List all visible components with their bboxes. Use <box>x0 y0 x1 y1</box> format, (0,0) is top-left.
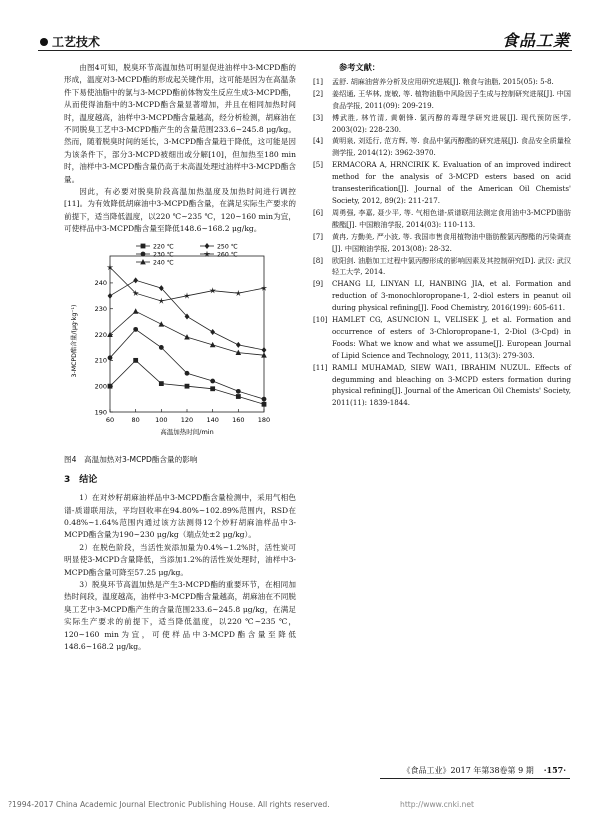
data-point <box>185 371 190 376</box>
reference-text: RAMLI MUHAMAD, SIEW WAI1, IBRAHIM NUZUL. Effects of degumming and bleaching on 3-MCPD esters formation during physical refining[J]. Journal of the American Oil Chemists' Society, 2011(11): 1839-1844. <box>332 362 571 408</box>
reference-number: [9] <box>313 279 324 289</box>
legend-label: 260 ℃ <box>217 250 238 258</box>
reference-item <box>313 255 571 279</box>
figure-4 <box>64 236 296 464</box>
data-point <box>210 378 215 383</box>
body-paragraph-2: 因此，有必要对脱臭阶段高温加热温度及加热时间进行调控[11]。为有效降低胡麻油中3-MCPD酯含量，在满足实际生产要求的前提下，适当降低温度，以220 ℃~235 ℃，120~160 min为宜，可使样品中3-MCPD酯含量至降低148.6~168.2 μg/kg。 <box>64 187 296 234</box>
data-point <box>236 389 241 394</box>
data-point <box>133 327 138 332</box>
reference-text: 周勇强, 李嘉, 聂少平, 等. 气相色谱-质谱联用法测定食用油中3-MCPD脂肪酸酯[J]. 中国粮油学报, 2014(03): 110-113. <box>332 207 571 229</box>
chart-svg <box>64 236 296 446</box>
y-tick-label: 220 <box>94 330 107 339</box>
data-point <box>133 308 139 313</box>
data-point <box>133 358 138 363</box>
reference-item <box>313 159 571 207</box>
y-tick-label: 240 <box>94 278 107 287</box>
section-label: 工艺技术 <box>52 35 101 49</box>
data-point <box>184 334 190 339</box>
references-column <box>313 62 571 409</box>
reference-text: 黄明泉, 刘廷行, 范方辉, 等. 食品中氯丙醇酯的研究进展[J]. 食品安全质量检测学报, 2014(12): 3962-3970. <box>332 136 571 158</box>
reference-text: HAMLET CG, ASUNCION L, VELISEK J, et al. Formation and occurrence of esters of 3-Chloropropane-1, 2-Diol (3-Cpd) in Foods: What we know and what we assume[J]. European Journal of Lipid Science and Technology, 2011, 113(3): 279-303. <box>332 315 571 360</box>
reference-number: [7] <box>313 231 324 241</box>
site-url: http://www.cnki.net <box>400 800 474 809</box>
x-tick-label: 120 <box>180 415 194 424</box>
reference-item <box>313 135 571 159</box>
footer-journal: 《食品工业》2017 年第38卷第 9 期 <box>402 766 534 775</box>
y-tick-label: 210 <box>94 356 107 365</box>
reference-text: CHANG LI, LINYAN LI, HANBING JIA, et al. Formation and reduction of 3-monochloropropane-1, 2-diol esters in peanut oil during physical refining[J]. Food Chemistry, 2016(199): 605-611. <box>332 279 571 313</box>
legend-label: 230 ℃ <box>153 250 174 258</box>
reference-number: [4] <box>313 136 324 146</box>
y-tick-label: 230 <box>94 304 107 313</box>
data-point <box>262 396 267 401</box>
data-point <box>159 321 165 326</box>
series-line <box>110 360 264 404</box>
reference-number: [10] <box>313 315 328 325</box>
conclusion-3: 3）脱臭环节高温加热是产生3-MCPD酯的重要环节，在相同加热时间段，温度越高，油样中3-MCPD酯含量越高，胡麻油在不同脱臭工艺中3-MCPD酯产生的含量范围233.6~245.8 μg/kg，在满足实际生产要求的前提下，适当降低温度，以220 ℃~235 ℃，120~160 min为宜，可使样品中3-MCPD酯含量至降低148.6~168.2 μg/kg。 <box>64 579 296 651</box>
x-tick-label: 180 <box>257 415 271 424</box>
reference-number: [8] <box>313 255 324 265</box>
data-point <box>209 287 215 293</box>
data-point <box>159 381 164 386</box>
references-list <box>313 76 571 409</box>
data-point <box>210 329 215 335</box>
reference-number: [5] <box>313 160 324 170</box>
reference-text: 欧阳剑. 油脂加工过程中氯丙醇形成的影响因素及其控制研究[D]. 武汉: 武汉轻工大学, 2014. <box>332 255 571 277</box>
section-title: 3 结论 <box>64 474 98 485</box>
data-point <box>108 355 113 360</box>
section-header <box>40 33 100 50</box>
footer-rule <box>380 778 570 779</box>
reference-number: [3] <box>313 112 324 122</box>
header-rule <box>38 50 572 51</box>
body-paragraph-1: 由图4可知，脱臭环节高温加热可明显促进油样中3-MCPD酯的形成，温度对3-MCPD酯的形成起关键作用，这可能是因为在高温条件下易使油脂中的氯与3-MCPD酯前体物发生反应生成3-MCPD酯，从而使得油脂中的3-MCPD酯含量显著增加，并且在相同加热时间时，温度越高，油样中3-MCPD酯含量越高，经分析检测，胡麻油在不同脱臭工艺中3-MCPD酯产生的含量范围233.6~245.8 μg/kg。然而，随着脱臭时间的延长，3-MCPD酯含量趋于降低，这可能是因为该条件下，部分3-MCPD被细出或分解[10]，但加热至180 min时，油样中3-MCPD酯含量仍高于未高温处理过油样中3-MCPD酯含量。 <box>64 63 296 184</box>
legend-label: 220 ℃ <box>153 242 174 250</box>
reference-number: [2] <box>313 88 324 98</box>
data-point <box>133 277 138 283</box>
plot-frame <box>110 256 264 412</box>
x-axis-label: 高温加热时间/min <box>160 427 214 436</box>
reference-text: 傅武胜, 林竹清, 黄朝锋. 氯丙醇的毒理学研究进展[J]. 现代预防医学, 2003(02): 228-230. <box>332 112 571 134</box>
x-tick-label: 100 <box>155 415 168 424</box>
copyright-notice: ?1994-2017 China Academic Journal Electronic Publishing House. All rights reserved. <box>8 800 330 809</box>
data-point <box>185 383 190 388</box>
x-tick-label: 140 <box>206 415 219 424</box>
reference-item <box>313 362 571 410</box>
reference-item <box>313 314 571 362</box>
reference-text: ERMACORA A, HRNCIRIK K. Evaluation of an improved indirect method for the analysis of 3-MCPD esters based on acid transesterification[J]. Journal of the American Oil Chemists' Society, 2012, 89(2): 211-217. <box>332 160 571 205</box>
y-tick-label: 190 <box>94 407 107 416</box>
x-tick-label: 80 <box>131 415 140 424</box>
reference-text: 黄冉, 方勤美, 严小波, 等. 我国市售食用植物油中脂肪酸氯丙醇酯的污染调查[J]. 中国粮油学报, 2013(08): 28-32. <box>332 231 571 253</box>
reference-item <box>313 231 571 255</box>
reference-number: [1] <box>313 76 324 86</box>
conclusion-2: 2）在脱色阶段，当活性炭添加量为0.4%~1.2%时，活性炭可明显使3-MCPD含量降低，当添加1.2%的活性炭处理时，油样中3-MCPD酯含量可降至57.25 μg/kg。 <box>64 542 296 577</box>
figure-caption: 图4 高温加热对3-MCPD酯含量的影响 <box>64 455 198 465</box>
series-line <box>110 329 264 399</box>
references-title: 参考文献： <box>339 62 380 72</box>
conclusion-1: 1）在对炒籽胡麻油样品中3-MCPD酯含量检测中，采用气相色谱-质谱联用法，平均回收率在94.80%~102.89%范围内，RSD在0.48%~1.64%范围内通过该方法测得12个炒籽胡麻油样品中3-MCPD酯含量为190~230 μg/kg（端点处±2 μg/kg）。 <box>64 493 296 540</box>
data-point <box>108 383 113 388</box>
y-tick-label: 200 <box>94 382 107 391</box>
reference-text: 姜绍通, 王华林, 庞敏, 等. 植物油脂中风险因子生成与控制研究进展[J]. 中国食品学报, 2011(09): 209-219. <box>332 88 571 110</box>
data-point <box>210 386 215 391</box>
data-point <box>205 243 210 249</box>
reference-text: 孟舒. 胡麻油营养分析及应用研究进展[J]. 粮食与油脂, 2015(05): 5-8. <box>332 76 554 86</box>
reference-item <box>313 278 571 314</box>
page-number: ·157· <box>543 765 566 775</box>
page-footer <box>402 765 566 776</box>
x-tick-label: 160 <box>232 415 245 424</box>
reference-item <box>313 76 571 88</box>
reference-item <box>313 207 571 231</box>
data-point <box>108 293 113 299</box>
data-point <box>236 394 241 399</box>
data-point <box>262 402 267 407</box>
left-column <box>64 62 296 653</box>
data-point <box>236 342 241 348</box>
data-point <box>141 251 146 256</box>
reference-number: [11] <box>313 362 328 372</box>
bullet-icon <box>40 38 48 46</box>
data-point <box>159 345 164 350</box>
data-point <box>262 347 267 353</box>
journal-logo: 食品工業 <box>501 31 570 50</box>
x-tick-label: 60 <box>105 415 115 424</box>
legend-label: 240 ℃ <box>153 258 174 266</box>
legend-label: 250 ℃ <box>217 242 238 250</box>
reference-number: [6] <box>313 207 324 217</box>
y-axis-label: 3-MCPD酯含量/(μg·kg⁻¹) <box>71 304 78 378</box>
reference-item <box>313 112 571 136</box>
reference-item <box>313 88 571 112</box>
data-point <box>141 243 146 248</box>
